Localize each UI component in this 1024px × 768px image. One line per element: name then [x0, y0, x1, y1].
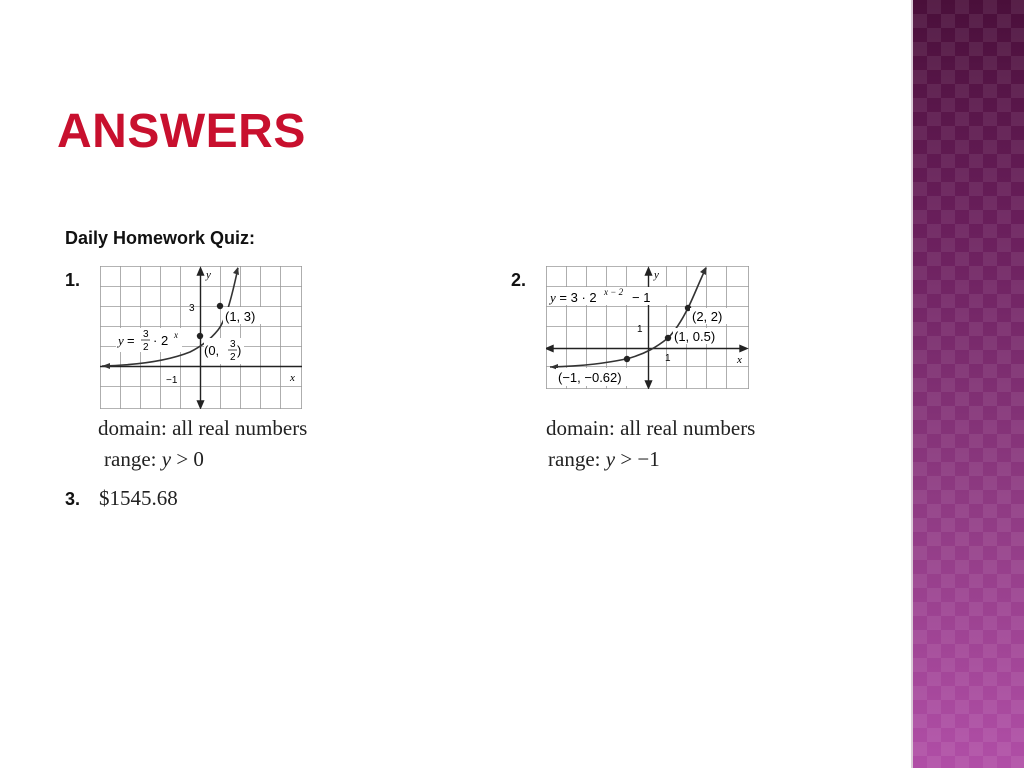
point-label-neg1-neg0.62: (−1, −0.62) [558, 370, 622, 385]
point-0-1.5 [197, 333, 203, 339]
equation-base [548, 290, 597, 305]
eq-exponent: x [174, 330, 178, 340]
y-tick-label: 1 [637, 324, 643, 335]
problem-2-number: 2. [511, 270, 527, 290]
x-tick-label: 1 [665, 353, 671, 364]
range-prefix: range: [104, 447, 162, 471]
eq-y-var: y [550, 290, 556, 305]
x-axis-label: x [737, 354, 742, 366]
problem-1-domain: domain: all real numbers [98, 416, 308, 440]
eq-equals: = [127, 333, 135, 348]
eq-times-2: · 2 [153, 333, 169, 348]
eq-frac-den: 2 [143, 342, 149, 353]
point-1-3 [217, 303, 223, 309]
quiz-heading: Daily Homework Quiz: [65, 228, 256, 248]
y-tick-label: 3 [189, 303, 195, 314]
point-neg1-neg0.62 [624, 356, 630, 362]
point-label-2-2: (2, 2) [692, 309, 723, 324]
eq-rest: = 3 · 2 [555, 290, 597, 305]
range-condition: > −1 [615, 447, 660, 471]
eq-exponent: x − 2 [604, 287, 624, 297]
slide-title: ANSWERS [57, 105, 306, 158]
point-1-0.5 [665, 335, 671, 341]
problem-1-graph [100, 266, 302, 409]
y-axis-label: y [654, 269, 659, 281]
function-curve [550, 268, 706, 367]
range-variable: y [605, 447, 616, 471]
point-label-1-3: (1, 3) [225, 309, 256, 324]
eq-frac-num: 3 [143, 329, 149, 340]
x-tick-label: −1 [166, 375, 178, 386]
problem-2-graph [546, 266, 749, 389]
point-label-0-open: (0, [204, 343, 220, 358]
problem-1-range [104, 447, 204, 472]
point-label-frac-num: 3 [230, 339, 236, 350]
range-condition: > 0 [171, 447, 204, 471]
decorative-side-band [913, 0, 1024, 768]
problem-2-domain: domain: all real numbers [546, 416, 756, 440]
point-label-close: ) [237, 343, 242, 358]
problem-3-number: 3. [65, 489, 81, 509]
point-label-frac-den: 2 [230, 352, 236, 363]
problem-3-answer: $1545.68 [99, 486, 178, 510]
problem-1-number: 1. [65, 270, 81, 290]
eq-y: y [118, 333, 124, 348]
problem-2-range [548, 447, 660, 472]
range-prefix: range: [548, 447, 606, 471]
range-variable: y [161, 447, 172, 471]
eq-tail: − 1 [632, 290, 651, 305]
point-label-1-0.5: (1, 0.5) [674, 329, 716, 344]
y-axis-label: y [206, 269, 211, 281]
x-axis-label: x [290, 372, 295, 384]
